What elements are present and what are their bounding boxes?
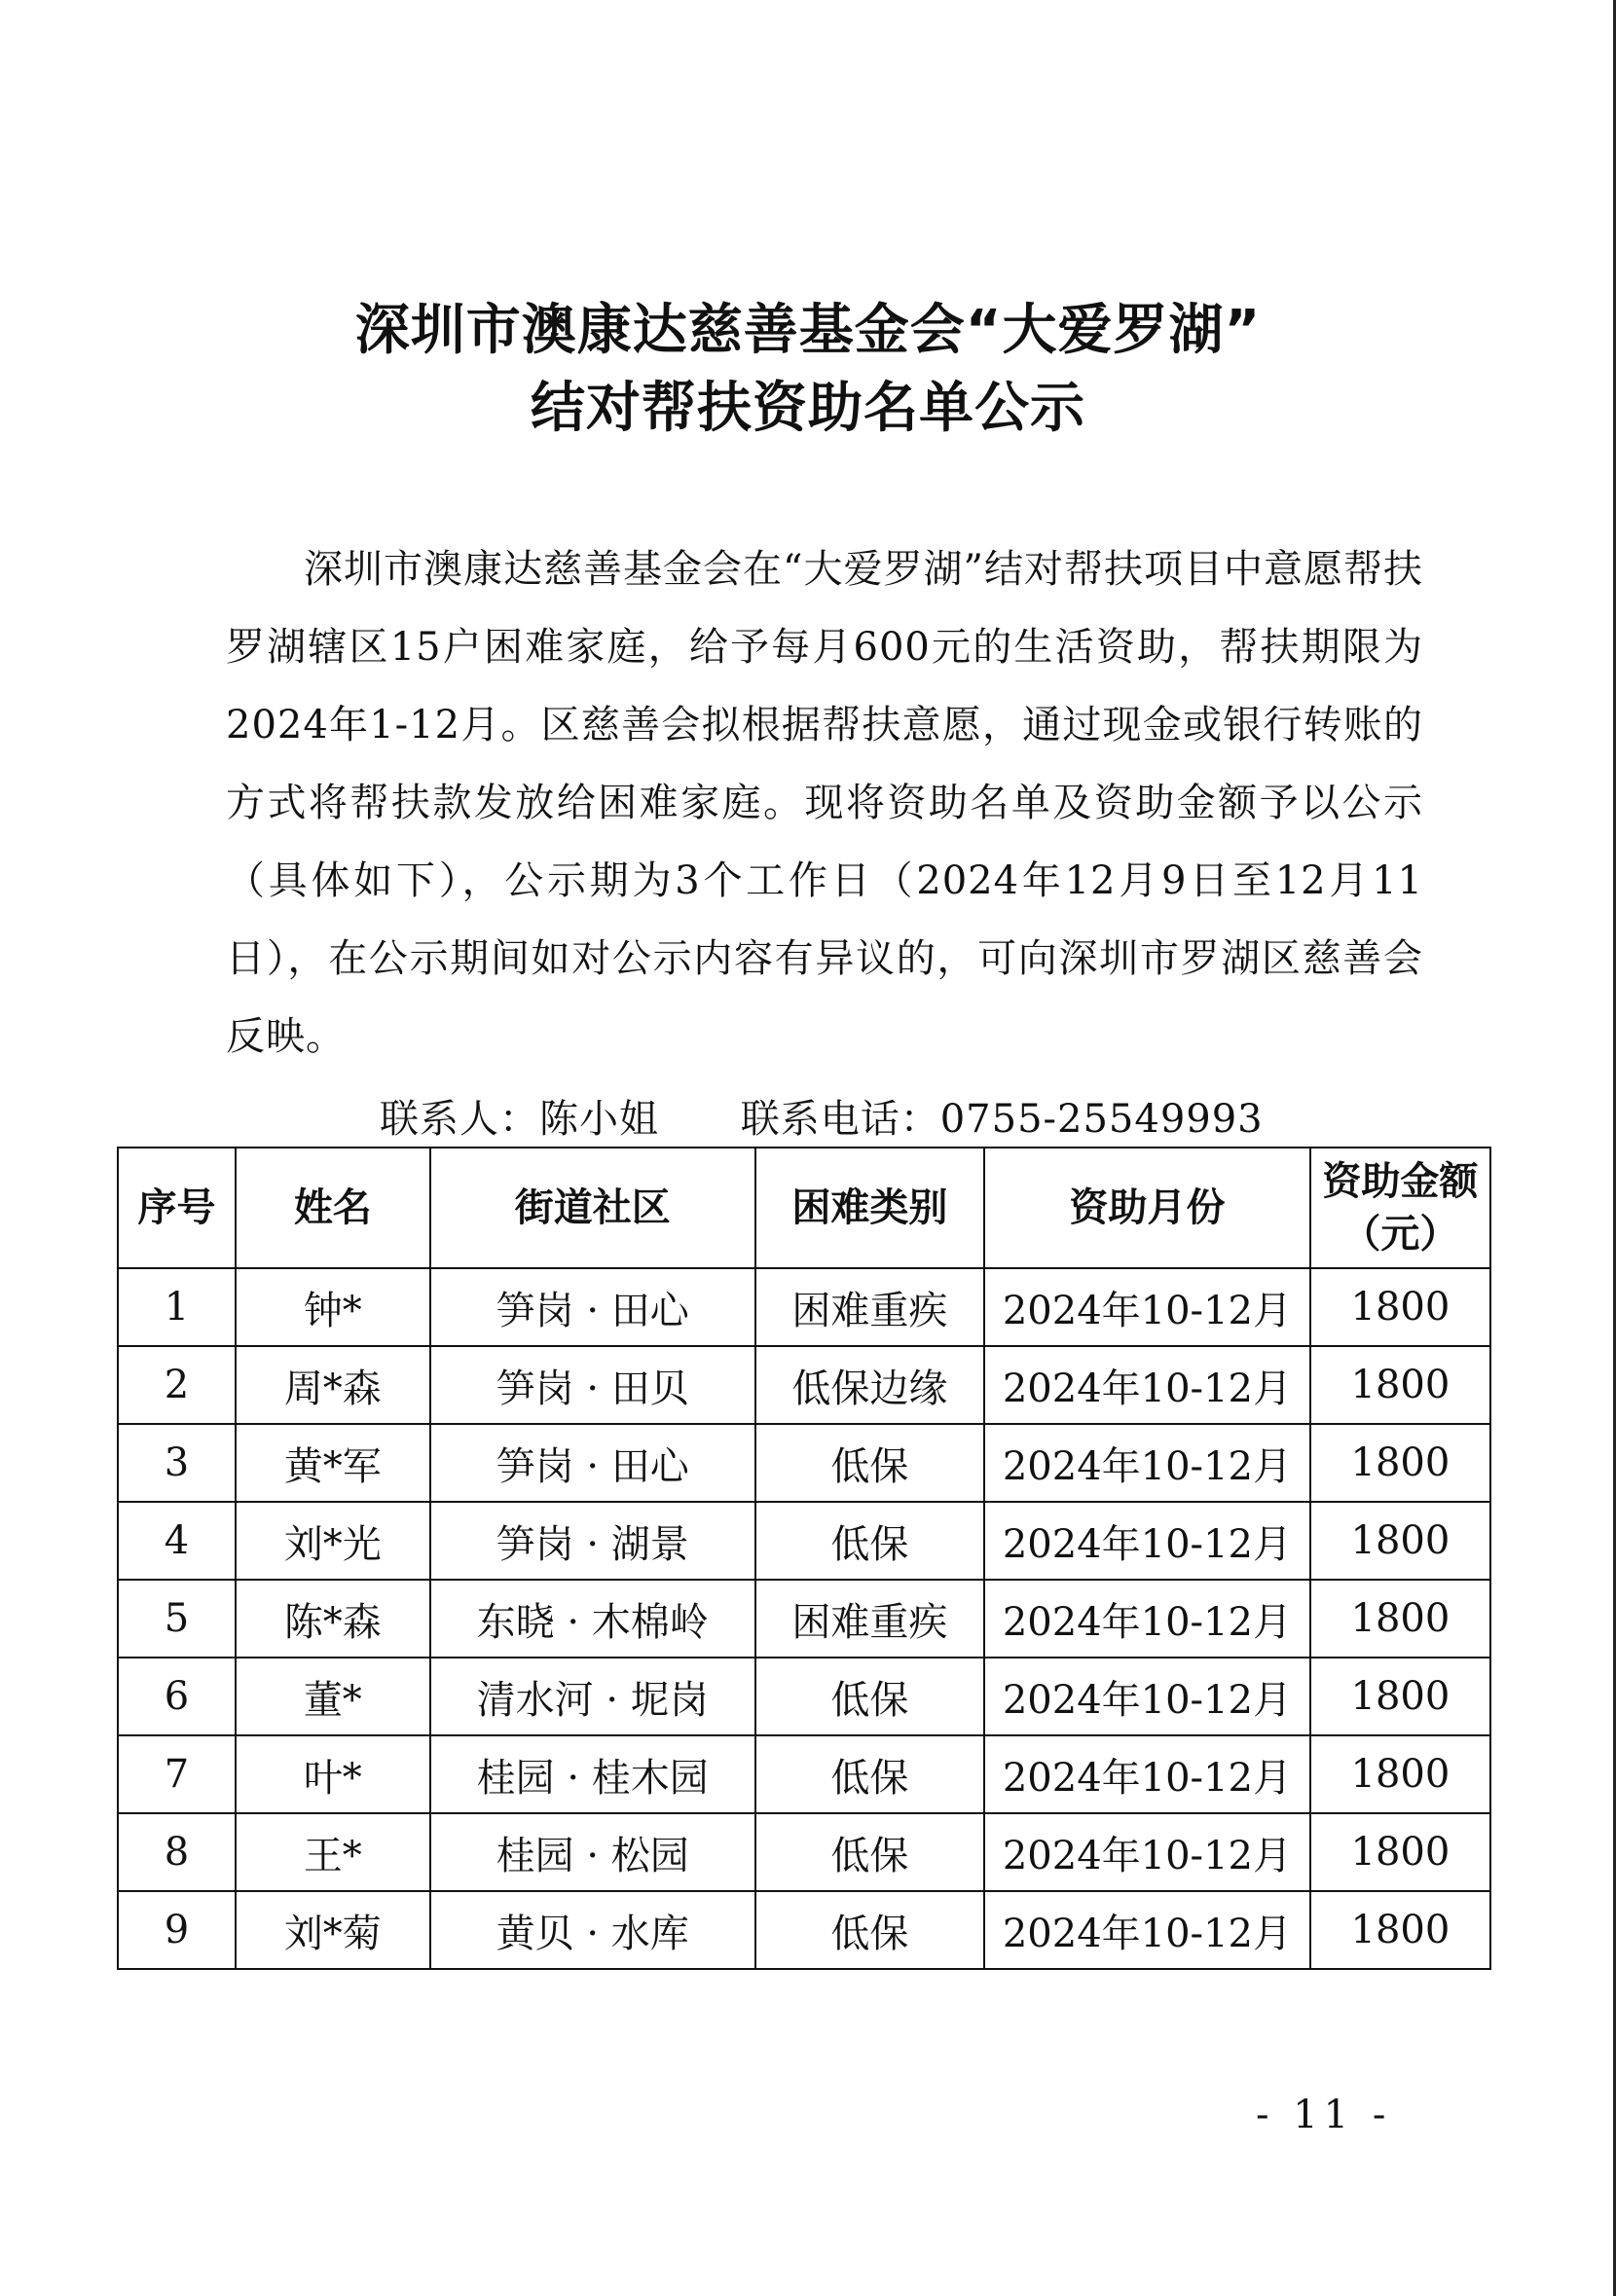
cell-type: 低保 xyxy=(755,1735,984,1813)
cell-name: 董* xyxy=(236,1658,430,1735)
cell-amount: 1800 xyxy=(1310,1735,1490,1813)
cell-street: 黄贝 · 水库 xyxy=(430,1891,755,1969)
cell-street: 笋岗 · 湖景 xyxy=(430,1502,755,1580)
table-row xyxy=(118,1268,1490,1346)
assistance-table xyxy=(117,1147,1491,1970)
cell-type: 困难重疾 xyxy=(755,1268,984,1346)
cell-month: 2024年10-12月 xyxy=(984,1735,1310,1813)
table-header-row xyxy=(118,1148,1490,1268)
body-paragraph: 深圳市澳康达慈善基金会在“大爱罗湖”结对帮扶项目中意愿帮扶罗湖辖区15户困难家庭，给予每月600元的生活资助，帮扶期限为2024年1-12月。区慈善会拟根据帮扶意愿，通过现金或银行转账的方式将帮扶款发放给困难家庭。现将资助名单及资助金额予以公示（具体如下），公示期为3个工作日（2024年12月9日至12月11日），在公示期间如对公示内容有异议的，可向深圳市罗湖区慈善会反映。 xyxy=(226,547,1423,1059)
header-amount xyxy=(1310,1148,1490,1268)
cell-no: 3 xyxy=(118,1424,236,1502)
header-street: 街道社区 xyxy=(430,1148,755,1268)
cell-street: 东晓 · 木棉岭 xyxy=(430,1580,755,1658)
contact-phone: 联系电话：0755-25549993 xyxy=(740,1097,1264,1142)
cell-street: 笋岗 · 田心 xyxy=(430,1424,755,1502)
cell-amount: 1800 xyxy=(1310,1346,1490,1424)
cell-street: 清水河 · 坭岗 xyxy=(430,1658,755,1735)
cell-no: 1 xyxy=(118,1268,236,1346)
cell-type: 低保 xyxy=(755,1502,984,1580)
cell-month: 2024年10-12月 xyxy=(984,1813,1310,1891)
header-name: 姓名 xyxy=(236,1148,430,1268)
cell-type: 低保边缘 xyxy=(755,1346,984,1424)
contact-person: 联系人：陈小姐 xyxy=(380,1097,659,1142)
cell-street: 桂园 · 桂木园 xyxy=(430,1735,755,1813)
cell-month: 2024年10-12月 xyxy=(984,1891,1310,1969)
cell-name: 黄*军 xyxy=(236,1424,430,1502)
cell-month: 2024年10-12月 xyxy=(984,1502,1310,1580)
cell-no: 7 xyxy=(118,1735,236,1813)
cell-month: 2024年10-12月 xyxy=(984,1424,1310,1502)
cell-no: 6 xyxy=(118,1658,236,1735)
cell-name: 刘*光 xyxy=(236,1502,430,1580)
document-title-line2: 结对帮扶资助名单公示 xyxy=(531,377,1085,440)
document-title-line1: 深圳市澳康达慈善基金会“大爱罗湖” xyxy=(354,299,1262,362)
table-row xyxy=(118,1813,1490,1891)
cell-type: 低保 xyxy=(755,1424,984,1502)
cell-month: 2024年10-12月 xyxy=(984,1346,1310,1424)
header-no: 序号 xyxy=(118,1148,236,1268)
table-row xyxy=(118,1658,1490,1735)
cell-amount: 1800 xyxy=(1310,1580,1490,1658)
cell-amount: 1800 xyxy=(1310,1424,1490,1502)
cell-month: 2024年10-12月 xyxy=(984,1580,1310,1658)
table-row xyxy=(118,1891,1490,1969)
table-row xyxy=(118,1735,1490,1813)
cell-month: 2024年10-12月 xyxy=(984,1658,1310,1735)
cell-no: 4 xyxy=(118,1502,236,1580)
cell-name: 叶* xyxy=(236,1735,430,1813)
cell-amount: 1800 xyxy=(1310,1891,1490,1969)
cell-type: 困难重疾 xyxy=(755,1580,984,1658)
cell-no: 9 xyxy=(118,1891,236,1969)
table-row xyxy=(118,1580,1490,1658)
cell-no: 8 xyxy=(118,1813,236,1891)
cell-type: 低保 xyxy=(755,1658,984,1735)
cell-name: 王* xyxy=(236,1813,430,1891)
cell-type: 低保 xyxy=(755,1891,984,1969)
cell-name: 周*森 xyxy=(236,1346,430,1424)
cell-name: 钟* xyxy=(236,1268,430,1346)
cell-type: 低保 xyxy=(755,1813,984,1891)
page-number: - 11 - xyxy=(1256,2093,1392,2137)
cell-amount: 1800 xyxy=(1310,1502,1490,1580)
header-month: 资助月份 xyxy=(984,1148,1310,1268)
cell-street: 笋岗 · 田心 xyxy=(430,1268,755,1346)
table-row xyxy=(118,1424,1490,1502)
table-row xyxy=(118,1346,1490,1424)
contact-line xyxy=(380,1090,1264,1148)
cell-no: 2 xyxy=(118,1346,236,1424)
cell-month: 2024年10-12月 xyxy=(984,1268,1310,1346)
cell-amount: 1800 xyxy=(1310,1658,1490,1735)
cell-street: 桂园 · 松园 xyxy=(430,1813,755,1891)
cell-amount: 1800 xyxy=(1310,1268,1490,1346)
table-row xyxy=(118,1502,1490,1580)
cell-name: 陈*森 xyxy=(236,1580,430,1658)
cell-no: 5 xyxy=(118,1580,236,1658)
cell-name: 刘*菊 xyxy=(236,1891,430,1969)
cell-amount: 1800 xyxy=(1310,1813,1490,1891)
header-type: 困难类别 xyxy=(755,1148,984,1268)
header-amount-line1: 资助金额 xyxy=(1322,1159,1479,1204)
header-amount-line2: （元） xyxy=(1341,1212,1459,1257)
cell-street: 笋岗 · 田贝 xyxy=(430,1346,755,1424)
